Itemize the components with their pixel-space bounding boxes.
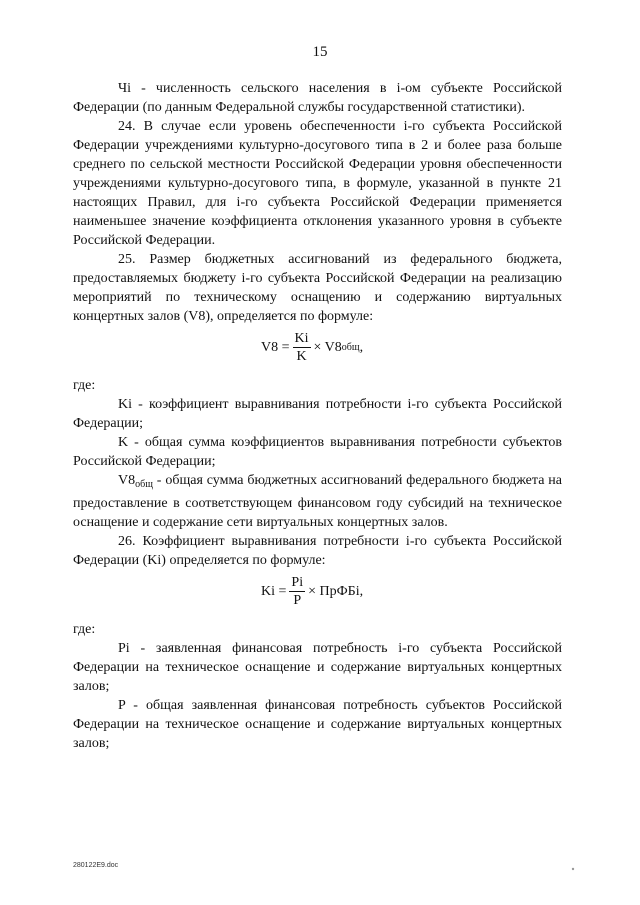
formula-v8-numerator: Ki [294, 331, 309, 346]
formula-v8-times: × V8 [313, 340, 342, 355]
formula-v8-tail: , [359, 340, 364, 355]
formula-v8-fraction [293, 330, 311, 365]
formula-ki-times: × ПрФБi [308, 584, 360, 599]
v8-total-subscript: общ [135, 479, 153, 490]
where-label-2: где: [73, 622, 96, 637]
formula-v8-lhs: V8 = [261, 340, 290, 355]
paragraph-p-definition: P - общая заявленная финансовая потребность субъектов Российской Федерации на техническое оснащение и содержание виртуальных концертных залов; [73, 698, 562, 751]
where-label-1: где: [73, 378, 96, 393]
paragraph-k-definition: K - общая сумма коэффициентов выравнивания потребности субъектов Российской Федерации; [73, 435, 562, 469]
formula-v8 [73, 326, 562, 376]
scan-mark-icon [570, 866, 576, 872]
v8-total-text: - общая сумма бюджетных ассигнований федерального бюджета на предоставление в соответствующем финансовом году субсидий на техническое оснащение и содержание сети виртуальных концертных залов. [73, 473, 562, 530]
footer-filename: 280122E9.doc [73, 862, 119, 869]
formula-ki-lhs: Ki = [261, 584, 287, 599]
formula-ki [73, 570, 562, 620]
formula-ki-tail: , [359, 584, 364, 599]
formula-ki-denominator: P [293, 593, 302, 608]
formula-v8-denominator: K [296, 349, 307, 364]
formula-v8-subscript: общ [341, 342, 360, 353]
page-number: 15 [312, 44, 328, 60]
paragraph-25: 25. Размер бюджетных ассигнований из федерального бюджета, предоставляемых бюджету i-го субъекта Российской Федерации на реализацию мероприятий по техническому оснащению и содержанию виртуальных концертных залов (V8), определяется по формуле: [73, 252, 562, 324]
paragraph-24: 24. В случае если уровень обеспеченности i-го субъекта Российской Федерации учреждениями культурно-досугового типа в 2 и более раза больше среднего по сельской местности Российской Федерации уровня обеспеченности учреждениями культурно-досугового типа, в формуле, указанной в пункте 21 настоящих Правил, для i-го субъекта Российской Федерации применяется наименьшее значение коэффициента отклонения указанного уровня в субъекте Российской Федерации. [73, 119, 562, 248]
document-body [73, 79, 562, 753]
paragraph-ki-definition: Ki - коэффициент выравнивания потребности i-го субъекта Российской Федерации; [73, 397, 562, 431]
paragraph-chi-definition: Чi - численность сельского населения в i-ом субъекте Российской Федерации (по данным Федеральной службы государственной статистики). [73, 81, 562, 115]
paragraph-v8-total-definition [73, 471, 562, 532]
paragraph-26: 26. Коэффициент выравнивания потребности i-го субъекта Российской Федерации (Ki) определяется по формуле: [73, 534, 562, 568]
formula-ki-numerator: Pi [291, 575, 304, 590]
paragraph-pi-definition: Pi - заявленная финансовая потребность i-го субъекта Российской Федерации на техническое оснащение и содержание виртуальных концертных залов; [73, 641, 562, 694]
formula-ki-fraction [289, 574, 305, 609]
v8-total-symbol: V8 [118, 473, 136, 488]
